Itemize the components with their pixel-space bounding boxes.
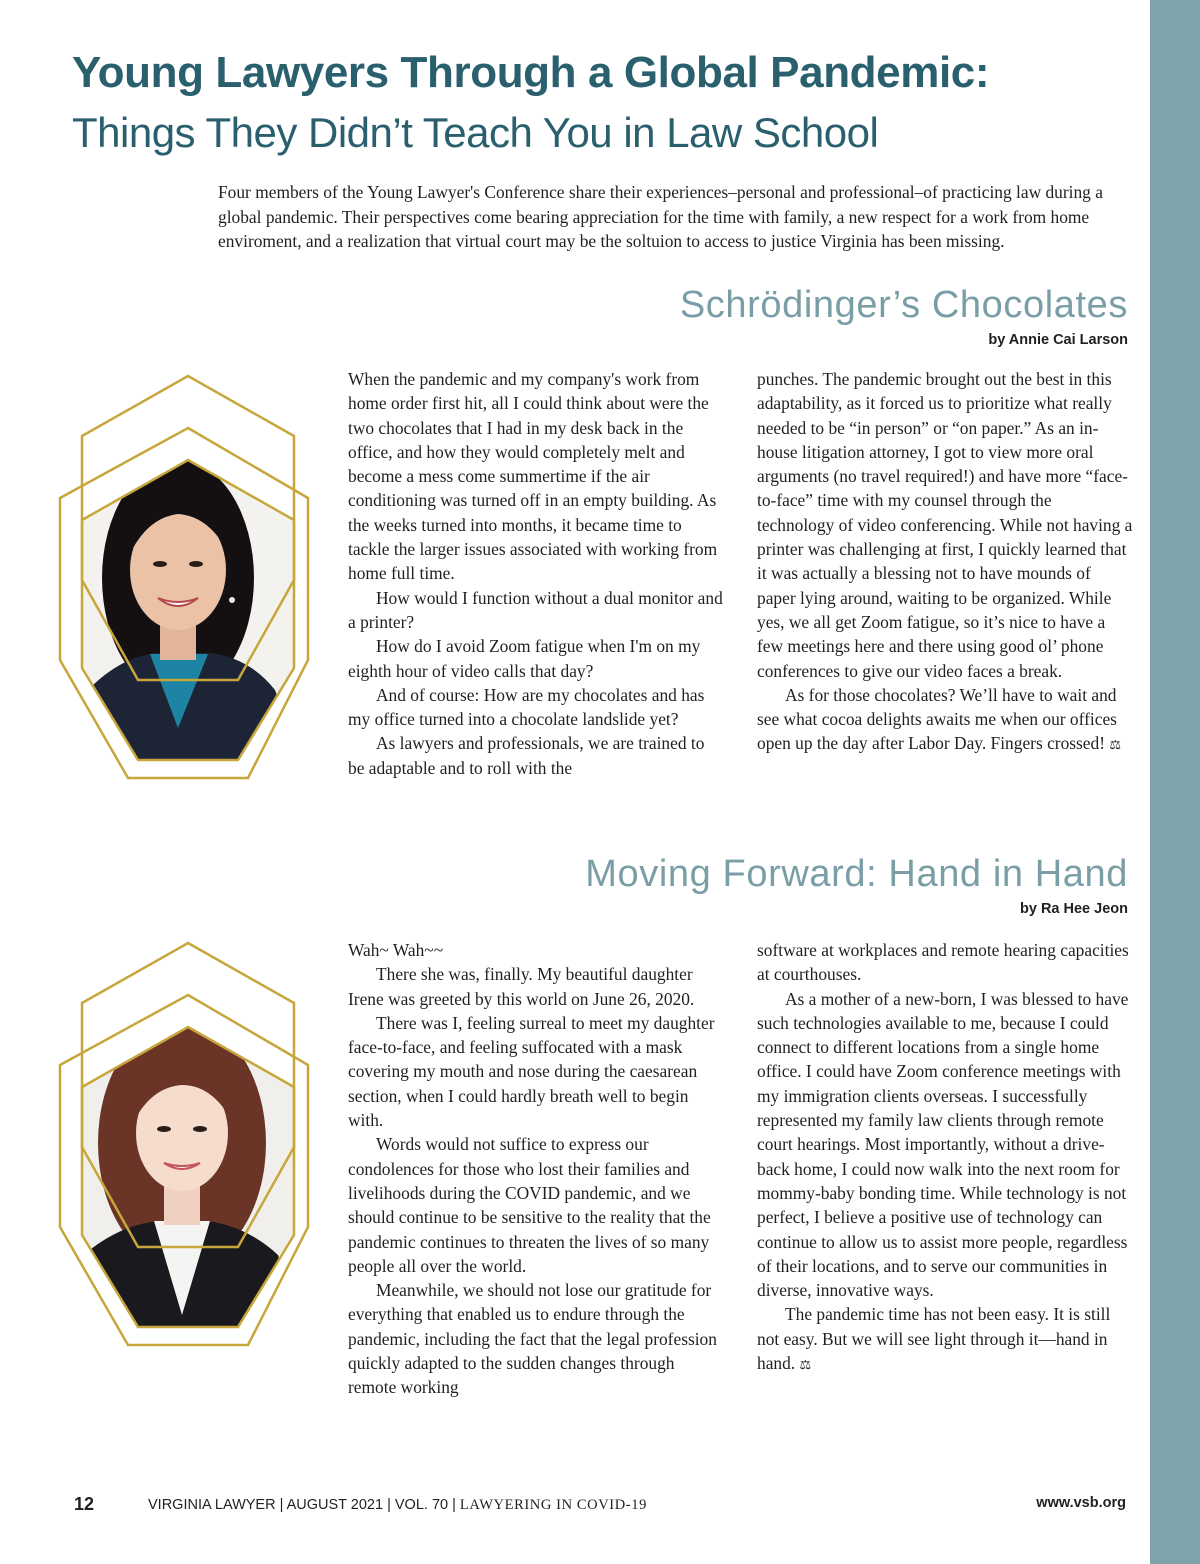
page-number: 12 bbox=[74, 1494, 95, 1514]
website-link[interactable]: www.vsb.org bbox=[1036, 1495, 1126, 1511]
article-column-right bbox=[757, 938, 1133, 1378]
body-text: The pandemic time has not been easy. It is still not easy. But we will see light through it—hand in hand. bbox=[757, 1304, 1111, 1374]
subheadline: Things They Didn’t Teach You in Law School bbox=[72, 109, 879, 156]
intro-paragraph: Four members of the Young Lawyer's Conference share their experiences–personal and professional–of practicing law during a global pandemic. Their perspectives come bearing appreciation for the time with family, a new respect for a work from home enviroment, and a realization that virtual court may be the soltuion to access to justice Virginia has been missing. bbox=[218, 182, 1103, 251]
body-paragraph: Wah~ Wah~~ bbox=[348, 940, 444, 960]
body-paragraph: And of course: How are my chocolates and has my office turned into a chocolate landslide yet? bbox=[348, 684, 705, 730]
body-paragraph: How would I function without a dual monitor and a printer? bbox=[348, 587, 723, 632]
body-paragraph: There she was, finally. My beautiful daughter Irene was greeted by this world on June 26, 2020. bbox=[348, 964, 695, 1009]
scales-of-justice-icon: ⚖ bbox=[1109, 738, 1122, 754]
body-paragraph: When the pandemic and my company's work from home order first hit, all I could think about were the two chocolates that I had in my desk back in the office, and how they would completely melt and become a mess come summertime if the air conditioning was turned off in an empty building. As the weeks turned into months, it became time to tackle the larger issues associated with working from home full time. bbox=[348, 369, 718, 584]
body-paragraph: How do I avoid Zoom fatigue when I'm on my eighth hour of video calls that day? bbox=[348, 636, 701, 681]
page-edge-color-bar bbox=[1150, 0, 1200, 1564]
body-paragraph: Meanwhile, we should not lose our gratitude for everything that enabled us to endure through the pandemic, including the fact that the legal profession quickly adapted to the sudden changes through remote working bbox=[348, 1280, 717, 1398]
article-title-schrodingers-chocolates: Schrödinger’s Chocolates bbox=[679, 284, 1128, 326]
scales-of-justice-icon: ⚖ bbox=[799, 1358, 812, 1374]
headline: Young Lawyers Through a Global Pandemic: bbox=[72, 48, 990, 97]
article-column-left bbox=[348, 938, 724, 1400]
body-paragraph: software at workplaces and remote hearing capacities at courthouses. bbox=[757, 940, 1129, 985]
body-paragraph: As a mother of a new-born, I was blessed to have such technologies available to me, because I could connect to different locations from a single home office. I could have Zoom conference meetings with my immigration clients overseas. I successfully represented my family law clients through remote court hearings. Most importantly, without a drive-back home, I could now walk into the next room for mommy-baby bonding time. While technology is not perfect, I believe a positive use of technology can continue to allow us to assist more people, regardless of their locations, and to serve our communities in diverse, innovative ways. bbox=[757, 988, 1129, 1301]
portrait-illustration bbox=[50, 368, 320, 788]
article-column-right bbox=[757, 367, 1133, 759]
article-byline: by Annie Cai Larson bbox=[988, 332, 1128, 348]
article-title-moving-forward: Moving Forward: Hand in Hand bbox=[585, 853, 1128, 895]
body-paragraph: Words would not suffice to express our condolences for those who lost their families and livelihoods during the COVID pandemic, and we should continue to be sensitive to the reality that the pandemic continues to threaten the lives of so many people all over the world. bbox=[348, 1134, 711, 1276]
body-paragraph: There was I, feeling surreal to meet my daughter face-to-face, and feeling suffocated with a mask covering my mouth and nose during the caesarean section, when I could hardly breath well to begin with. bbox=[348, 1012, 715, 1131]
magazine-issue-info bbox=[148, 1495, 647, 1515]
body-paragraph bbox=[757, 1302, 1133, 1378]
body-paragraph: punches. The pandemic brought out the best in this adaptability, as it forced us to prioritize what really needed to be “in person” or “on paper.” As an in-house litigation attorney, I got to view more oral arguments (no travel required!) and have more “face-to-face” time with my counsel through the technology of video conferencing. While not having a printer was challenging at first, I quickly learned that it was actually a blessing not to have mounds of paper lying around, waiting to be organized. While yes, we all get Zoom fatigue, so it’s nice to have a few meetings here and there using good ol’ phone conferences to give our video faces a break. bbox=[757, 369, 1133, 681]
body-paragraph bbox=[757, 683, 1133, 759]
portrait-illustration bbox=[50, 935, 320, 1355]
magazine-issue: VIRGINIA LAWYER | AUGUST 2021 | VOL. 70 | bbox=[148, 1497, 456, 1513]
author-portrait-frame bbox=[50, 368, 320, 788]
body-paragraph: As lawyers and professionals, we are trained to be adaptable and to roll with the bbox=[348, 733, 705, 778]
issue-topic: LAWYERING IN COVID-19 bbox=[459, 1497, 647, 1513]
article-column-left bbox=[348, 367, 724, 780]
body-text: As for those chocolates? We’ll have to wait and see what cocoa delights awaits me when our offices open up the day after Labor Day. Fingers crossed! bbox=[757, 684, 1117, 754]
author-portrait-frame bbox=[50, 935, 320, 1355]
article-byline: by Ra Hee Jeon bbox=[1020, 901, 1128, 917]
